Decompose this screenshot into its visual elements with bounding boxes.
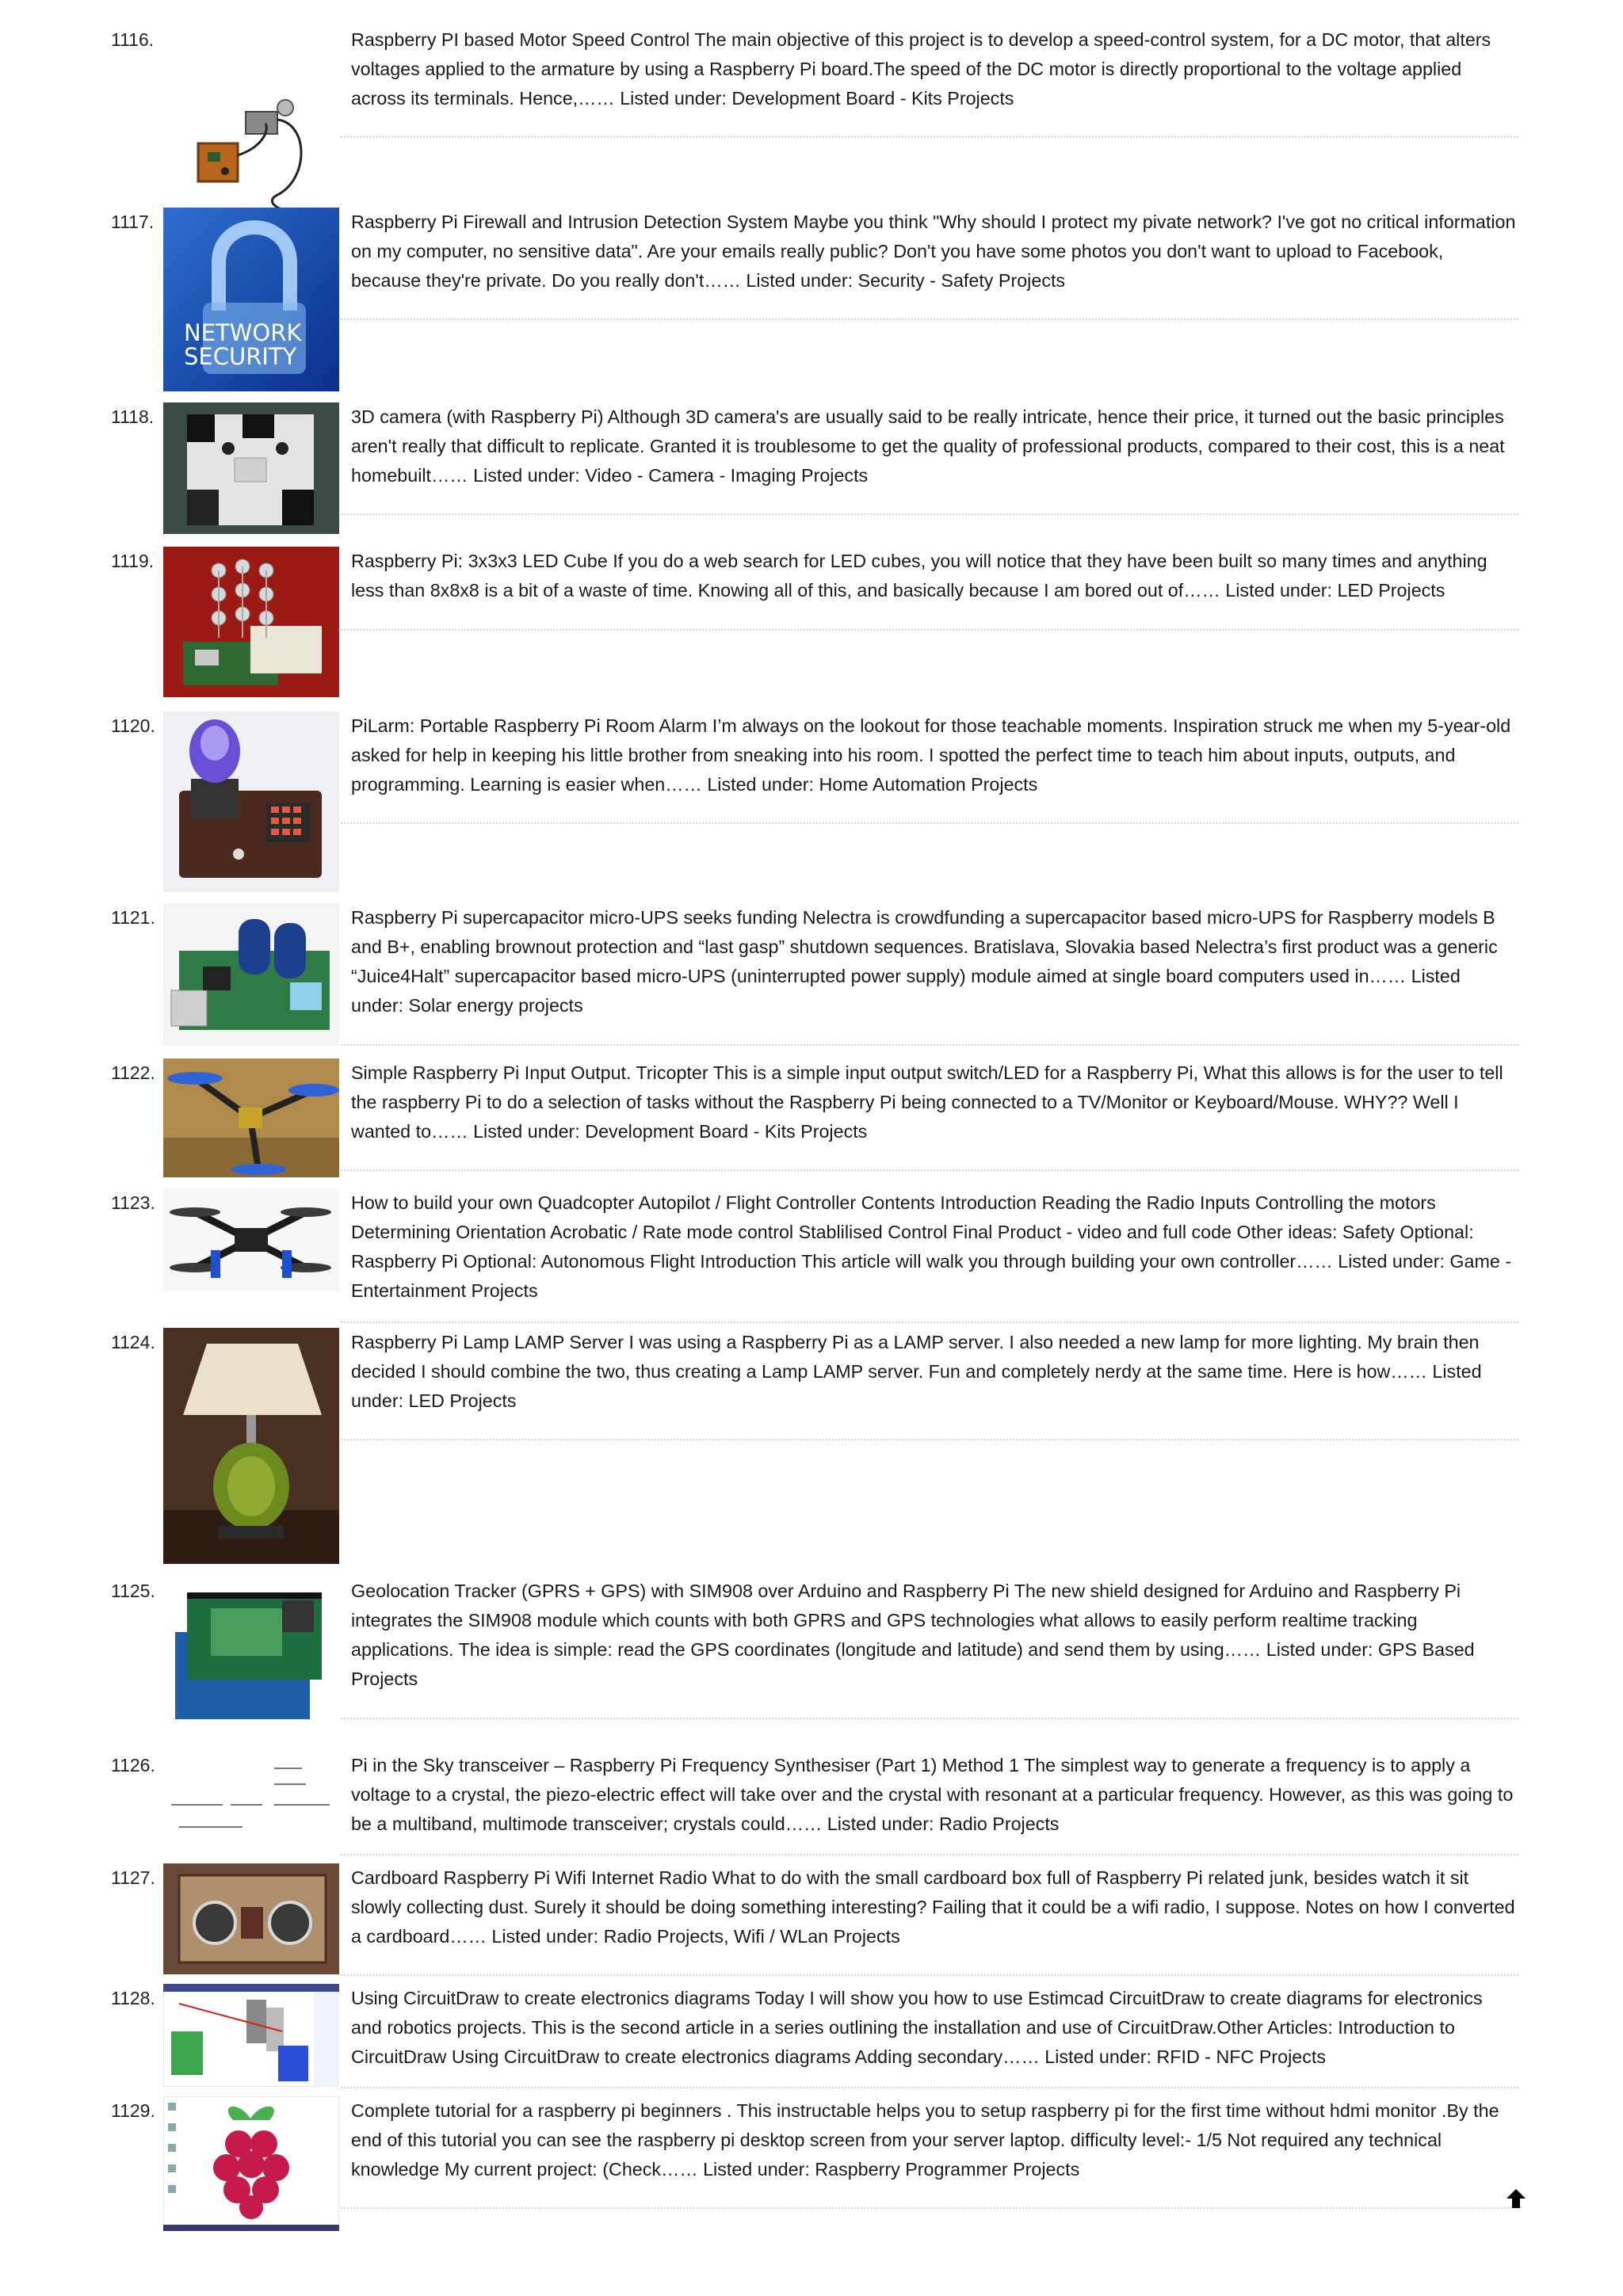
item-number: 1129. [111,2100,155,2121]
thumb-label-security: SECURITY [184,343,297,370]
item-number: 1124. [111,1332,155,1352]
frequency-equations-image [163,1751,339,1843]
divider [341,1439,1518,1440]
room-alarm-image [163,711,339,892]
project-thumbnail[interactable] [163,1863,339,1974]
divider [341,1974,1518,1976]
project-thumbnail[interactable] [163,1577,339,1727]
item-number: 1119. [111,551,155,571]
divider [341,318,1518,320]
project-description[interactable]: Complete tutorial for a raspberry pi beginners . This instructable helps you to setup raspberry pi for the first time without hdmi monitor .By the end of this tutorial you can see the raspberry pi desktop screen from your server laptop. difficulty level:- 1/5 Not required any technical knowledge My current project: (Check…… Listed under: Raspberry Programmer Projects [351,2100,1499,2180]
circuitdraw-image [163,1984,339,2087]
item-number: 1116. [111,29,155,50]
project-description[interactable]: PiLarm: Portable Raspberry Pi Room Alarm I’m always on the lookout for those teachable moments. Inspiration struck me when my 5-year-old asked for help in keeping his little brother from sneaking into his room. I spotted the perfect time to teach him about inputs, outputs, and programming. Learning is easier when…… Listed under: Home Automation Projects [351,715,1511,795]
project-thumbnail[interactable] [163,547,339,697]
project-description[interactable]: Raspberry Pi supercapacitor micro-UPS seeks funding Nelectra is crowdfunding a supercapacitor based micro-UPS for Raspberry models B and B+, enabling brownout protection and “last gasp” shutdown sequences. Bratislava, Slovakia based Nelectra’s first product was a generic “Juice4Halt” supercapacitor based micro-UPS (uninterrupted power supply) module aimed at single board computers used in…… Listed under: Solar energy projects [351,907,1498,1016]
3d-camera-image [163,402,339,534]
item-number: 1121. [111,907,155,928]
led-cube-image [163,547,339,697]
project-description[interactable]: 3D camera (with Raspberry Pi) Although 3D camera's are usually said to be really intricate, hence their price, it turned out the basic principles aren't really that difficult to replicate. Granted it is troublesome to get the quality of professional products, compared to their cost, this is a neat homebuilt…… Listed under: Video - Camera - Imaging Projects [351,406,1505,486]
divider [341,1169,1518,1171]
project-thumbnail[interactable] [163,1188,339,1291]
micro-ups-image [163,903,339,1046]
divider [341,136,1518,138]
project-description[interactable]: Raspberry Pi: 3x3x3 LED Cube If you do a web search for LED cubes, you will notice that they have been built so many times and anything less than 8x8x8 is a bit of a waste of time. Knowing all of this, and basically because I am bored out of…… Listed under: LED Projects [351,551,1487,601]
divider [341,2087,1518,2088]
quadcopter-image [163,1188,339,1291]
divider [341,1322,1518,1323]
divider [341,513,1518,515]
divider [341,1718,1518,1719]
thumb-label-network: NETWORK [184,319,302,346]
project-thumbnail[interactable] [163,2096,339,2231]
project-thumbnail[interactable] [163,402,339,534]
divider [341,1854,1518,1855]
gps-shield-image [163,1577,339,1727]
item-number: 1117. [111,212,155,232]
cardboard-radio-image [163,1863,339,1974]
item-number: 1120. [111,715,155,736]
project-thumbnail[interactable] [190,76,317,219]
project-thumbnail[interactable] [163,1751,339,1843]
tricopter-image [163,1058,339,1177]
raspberry-pi-logo-image [163,2096,339,2231]
project-description[interactable]: Pi in the Sky transceiver – Raspberry Pi Frequency Synthesiser (Part 1) Method 1 The simplest way to generate a frequency is to apply a voltage to a crystal, the piezo-electric effect will take over and the crystal with resonant at a particular frequency. However, as this was going to be a multiband, multimode transceiver; crystals could…… Listed under: Radio Projects [351,1755,1514,1834]
project-description[interactable]: Raspberry Pi Lamp LAMP Server I was using a Raspberry Pi as a LAMP server. I also needed a new lamp for more lighting. My brain then decided I should combine the two, thus creating a Lamp LAMP server. Fun and completely nerdy at the same time. Here is how…… Listed under: LED Projects [351,1332,1482,1411]
project-thumbnail[interactable] [163,903,339,1046]
project-description[interactable]: Raspberry PI based Motor Speed Control The main objective of this project is to develop a speed-control system, for a DC motor, that alters voltages applied to the armature by using a Raspberry Pi board.The speed of the DC motor is directly proportional to the voltage applied across its terminals. Hence,…… Listed under: Development Board - Kits Projects [351,29,1491,109]
project-description[interactable]: Geolocation Tracker (GPRS + GPS) with SIM908 over Arduino and Raspberry Pi The new shield designed for Arduino and Raspberry Pi integrates the SIM908 module which counts with both GPRS and GPS technologies what allows to easily perform realtime tracking applications. The idea is simple: read the GPS coordinates (longitude and latitude) and send them by using…… Listed under: GPS Based Projects [351,1581,1475,1689]
item-number: 1125. [111,1581,155,1601]
item-number: 1122. [111,1062,155,1083]
project-description[interactable]: How to build your own Quadcopter Autopilot / Flight Controller Contents Introduction Reading the Radio Inputs Controlling the motors Determining Orientation Acrobatic / Rate mode control Stablilised Control Final Product - video and full code Other ideas: Safety Optional: Raspberry Pi Optional: Autonomous Flight Introduction This article will walk you through building your own controller…… Listed under: Game - Entertainment Projects [351,1192,1512,1301]
network-security-image [163,208,339,391]
arrow-up-icon [1504,2187,1528,2210]
divider [341,1044,1518,1046]
project-thumbnail[interactable] [163,1328,339,1564]
project-thumbnail[interactable] [163,711,339,892]
item-number: 1128. [111,1988,155,2008]
lamp-image [163,1328,339,1564]
project-thumbnail[interactable] [163,208,339,391]
back-to-top-button[interactable] [1504,2187,1528,2210]
project-thumbnail[interactable] [163,1058,339,1177]
project-description[interactable]: Simple Raspberry Pi Input Output. Tricopter This is a simple input output switch/LED for a Raspberry Pi, What this allows is for the user to tell the raspberry Pi to do a selection of tasks without the Raspberry Pi being connected to a TV/Monitor or Keyboard/Mouse. WHY?? Well I wanted to…… Listed under: Development Board - Kits Projects [351,1062,1503,1142]
project-thumbnail[interactable] [163,1984,339,2087]
item-number: 1127. [111,1867,155,1888]
project-description[interactable]: Cardboard Raspberry Pi Wifi Internet Radio What to do with the small cardboard box full of Raspberry Pi related junk, besides watch it sit slowly collecting dust. Surely it should be doing something interesting? Failing that it could be a wifi radio, I suppose. Notes on how I converted a cardboard…… Listed under: Radio Projects, Wifi / WLan Projects [351,1867,1515,1947]
divider [341,2207,1518,2209]
motor-board-image [190,76,317,219]
item-number: 1118. [111,406,155,427]
item-number: 1123. [111,1192,155,1213]
project-description[interactable]: Using CircuitDraw to create electronics diagrams Today I will show you how to use Estimcad CircuitDraw to create diagrams for electronics and robotics projects. This is the second article in a series outlining the installation and use of CircuitDraw.Other Articles: Introduction to CircuitDraw Using CircuitDraw to create electronics diagrams Adding secondary…… Listed under: RFID - NFC Projects [351,1988,1483,2067]
item-number: 1126. [111,1755,155,1775]
divider [341,822,1518,824]
project-description[interactable]: Raspberry Pi Firewall and Intrusion Detection System Maybe you think "Why should I protect my pivate network? I've got no critical information on my computer, no sensitive data". Are your emails really public? Don't you have some photos you don't want to upload to Facebook, because they're private. Do you really don't…… Listed under: Security - Safety Projects [351,212,1516,291]
divider [341,629,1518,631]
